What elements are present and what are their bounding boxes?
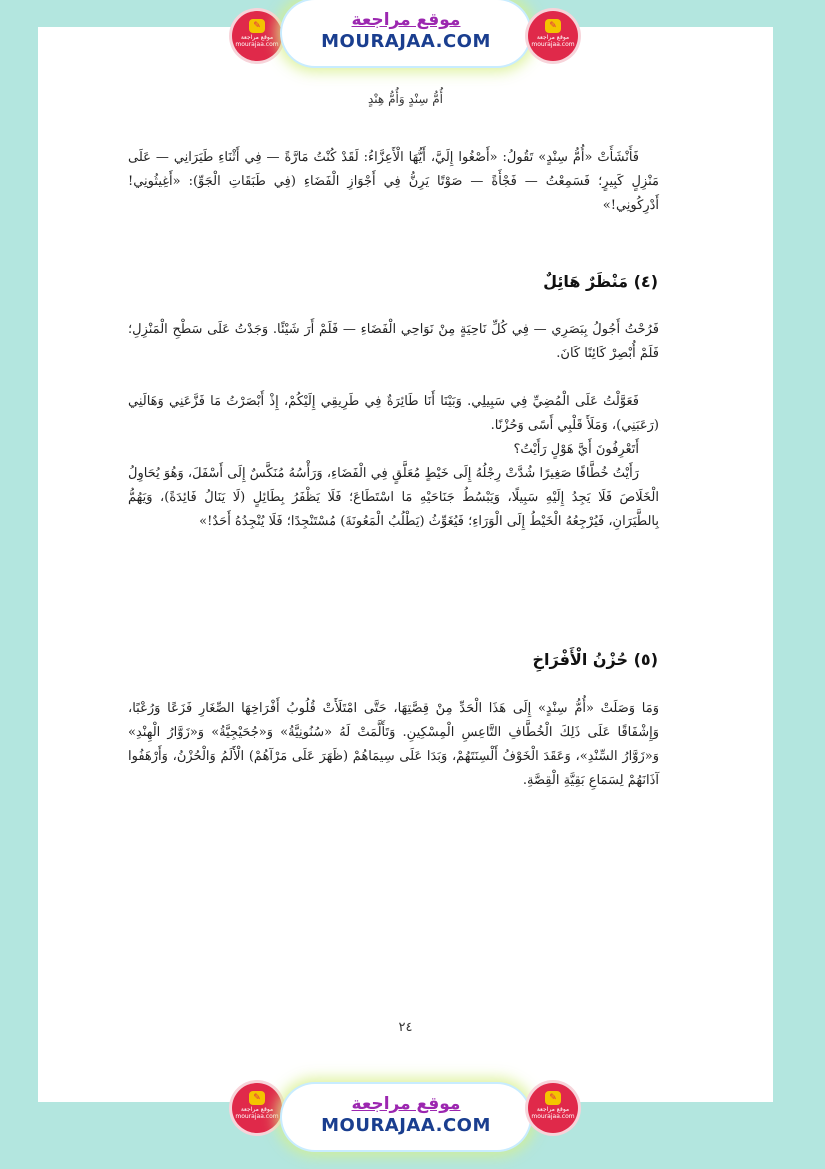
section-heading-5: (٥) حُزْنُ الْأَفْرَاخِ [532, 650, 658, 669]
logo-badge-icon: ✎ [249, 1091, 265, 1105]
paragraph-4a: فَرُحْتُ أَجُولُ بِبَصَرِي — فِي كُلِّ نَاحِيَةٍ مِنْ نَوَاحِي الْفَضَاءِ — فَلَمْ أَرَ شَيْئًا. وَجَدْتُ عَلَى سَطْحِ الْمَنْزِلِ؛ فَلَمْ أُبْصِرْ كَائِنًا كَانَ. [128, 322, 659, 361]
logo-text-latin: mourajaa.com [531, 1113, 575, 1120]
logo-text-arabic: موقع مراجعة [240, 1106, 274, 1113]
logo-text-arabic: موقع مراجعة [536, 1106, 570, 1113]
banner-arabic-text: موقع مراجعة [351, 10, 461, 30]
logo-badge-icon: ✎ [545, 19, 561, 33]
paragraph-4c: أَتَعْرِفُونَ أَيَّ هَوْلٍ رَأَيْتُ؟ [513, 442, 639, 457]
intro-paragraph: فَأَنْشَأَتْ «أُمُّ سِنْدٍ» تَقُولُ: «أَصْغُوا إِلَيَّ، أَيُّهَا الْأَعِزَّاءُ: لَقَدْ كُنْتُ مَارَّةً — فِي أَثْنَاءِ طَيَرَانِي — عَلَى مَنْزِلٍ كَبِيرٍ؛ فَسَمِعْتُ — فَجْأَةً — صَوْتًا يَرِنُّ فِي أَجْوَازِ الْفَضَاءِ (فِي طَبَقَاتِ الْجَوِّ): «أَغِيثُونِي! أَدْرِكُونِي!» [128, 150, 659, 213]
site-banner-top[interactable] [282, 0, 530, 66]
logo-text-arabic: موقع مراجعة [536, 34, 570, 41]
site-logo-left-top[interactable] [232, 11, 282, 61]
logo-text-latin: mourajaa.com [235, 1113, 279, 1120]
logo-text-latin: mourajaa.com [235, 41, 279, 48]
site-logo-right-top[interactable] [528, 11, 578, 61]
banner-latin-text: MOURAJAA.COM [321, 1115, 491, 1136]
paragraph-4d: رَأَيْتُ خُطَّافًا صَغِيرًا شُدَّتْ رِجْلُهُ إِلَى خَيْطٍ مُعَلَّقٍ فِي الْفَضَاءِ، وَرَأْسُهُ مُنَكَّسٌ إِلَى أَسْفَلَ، وَهُوَ يُحَاوِلُ الْخَلَاصَ فَلَا يَجِدُ إِلَيْهِ سَبِيلًا، وَيَبْسُطُ جَنَاحَيْهِ مَا اسْتَطَاعَ؛ فَلَا يَظْفَرُ بِطَائِلٍ (لَا يَنَالُ فَائِدَةً)، وَيَهُمُّ بِالطَّيَرَانِ، فَيُرْجِعُهُ الْخَيْطُ إِلَى الْوَرَاءِ؛ فَيُغَوِّثُ (يَطْلُبُ الْمَعُونَةَ) مُسْتَنْجِدًا؛ فَلَا يُنْجِدُهُ أَحَدٌ!» [128, 466, 659, 529]
logo-text-latin: mourajaa.com [531, 41, 575, 48]
paragraph-4b: فَعَوَّلْتُ عَلَى الْمُضِيِّ فِي سَبِيلِي. وَبَيْنَا أَنَا طَائِرَةٌ فِي طَرِيقِي إِلَيْكُمْ، إِذْ أَبْصَرْتُ مَا فَزَّعَنِي وَهَالَنِي (رَعَبَنِي)، وَمَلَأَ قَلْبِي أَسًى وَحُزْنًا. [128, 394, 659, 433]
site-logo-left-bottom[interactable] [232, 1083, 282, 1133]
logo-text-arabic: موقع مراجعة [240, 34, 274, 41]
logo-badge-icon: ✎ [249, 19, 265, 33]
banner-arabic-text: موقع مراجعة [351, 1094, 461, 1114]
logo-badge-icon: ✎ [545, 1091, 561, 1105]
site-logo-right-bottom[interactable] [528, 1083, 578, 1133]
section-heading-4: (٤) مَنْظَرٌ هَائِلٌ [543, 272, 658, 291]
story-subtitle: أُمُّ سِنْدٍ وَأُمُّ هِنْدٍ [368, 92, 443, 106]
site-banner-bottom[interactable] [282, 1084, 530, 1150]
page-number: ٢٤ [398, 1020, 413, 1035]
banner-latin-text: MOURAJAA.COM [321, 31, 491, 52]
paragraph-5: وَمَا وَصَلَتْ «أُمُّ سِنْدٍ» إِلَى هَذَا الْحَدِّ مِنْ قِصَّتِهَا، حَتَّى امْتَلَأَتْ قُلُوبُ أَفْرَاخِهَا الصِّغَارِ فَزَعًا وَرُعْبًا، وَإِشْفَاقًا عَلَى ذَلِكَ الْخُطَّافِ التَّاعِسِ الْمِسْكِينِ. وَتَأَلَّمَتْ لَهُ «سُنُونِيَّةُ» وَ«جُحَيْجِيَّةُ» وَ«زَوَّارُ الْهِنْدِ» وَ«زَوَّارُ السِّنْدِ»، وَعَقَدَ الْخَوْفُ أَلْسِنَتَهُمْ، وَبَدَا عَلَى سِيمَاهُمْ (ظَهَرَ عَلَى مَرْآهُمْ) الْأَلَمُ وَالْحُزْنُ، وَأَرْهَفُوا آذَانَهُمْ لِسَمَاعِ بَقِيَّةِ الْقِصَّةِ. [128, 701, 659, 788]
